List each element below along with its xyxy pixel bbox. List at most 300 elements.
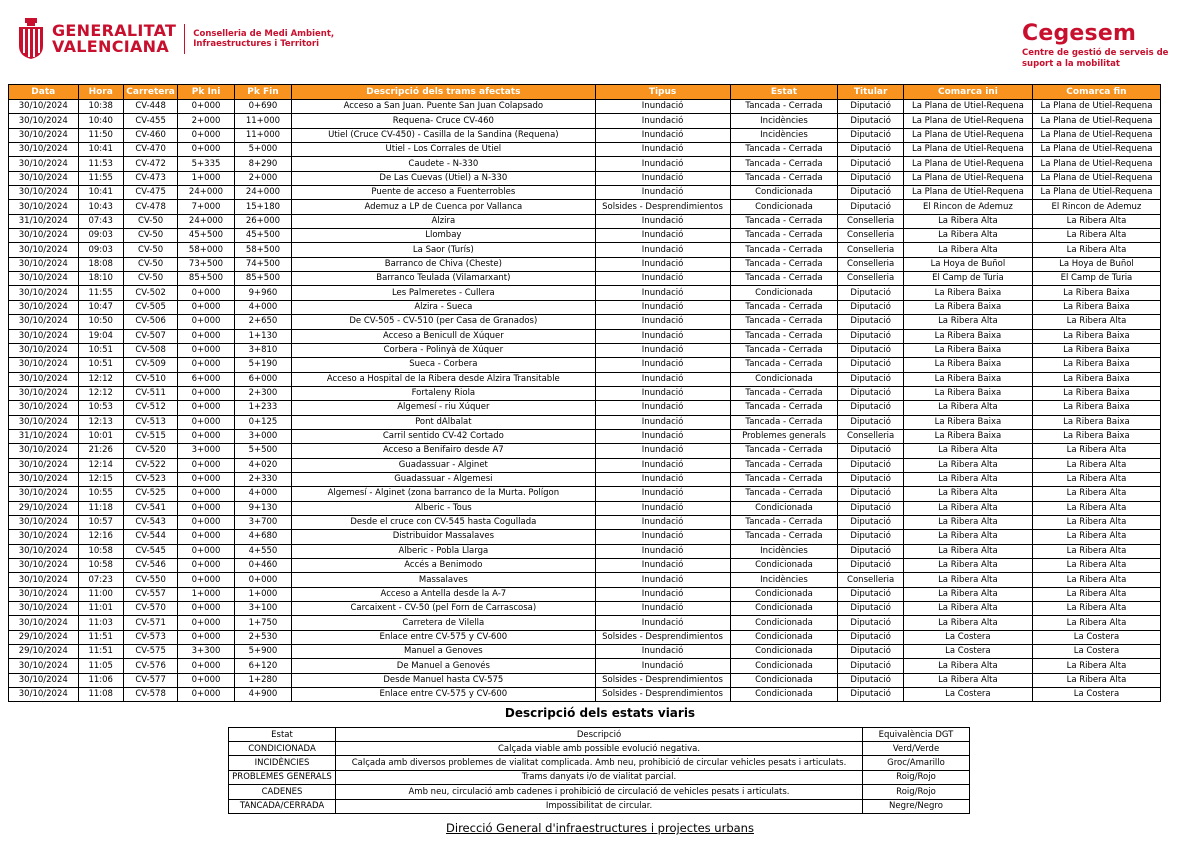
table-cell: La Costera — [903, 645, 1032, 659]
table-cell: 30/10/2024 — [9, 171, 79, 185]
table-cell: Problemes generals — [730, 429, 838, 443]
table-cell: Diputació — [838, 286, 904, 300]
table-cell: Tancada - Cerrada — [730, 444, 838, 458]
legend-row — [229, 770, 970, 784]
table-cell: Inundació — [595, 645, 730, 659]
table-cell: CV-508 — [123, 343, 177, 357]
legend-cell: PROBLEMES GENERALS — [229, 770, 336, 784]
table-cell: Inundació — [595, 587, 730, 601]
table-row — [9, 559, 1161, 573]
table-cell: Tancada - Cerrada — [730, 458, 838, 472]
table-cell: 1+750 — [234, 616, 291, 630]
page-header — [0, 0, 1200, 80]
table-cell: 0+000 — [178, 515, 234, 529]
table-cell: La Plana de Utiel-Requena — [903, 143, 1032, 157]
table-row — [9, 515, 1161, 529]
table-cell: La Ribera Alta — [1032, 587, 1160, 601]
table-cell: Carcaixent - CV-50 (pel Forn de Carrascosa) — [292, 602, 595, 616]
table-cell: 5+500 — [234, 444, 291, 458]
table-cell: 10:53 — [78, 401, 123, 415]
table-cell: Diputació — [838, 200, 904, 214]
table-cell: Diputació — [838, 544, 904, 558]
table-cell: CV-573 — [123, 630, 177, 644]
table-cell: Diputació — [838, 415, 904, 429]
table-cell: Condicionada — [730, 659, 838, 673]
table-cell: 0+000 — [178, 386, 234, 400]
cegesem-sub-line-2: suport a la mobilitat — [1022, 59, 1120, 69]
table-cell: La Ribera Alta — [903, 243, 1032, 257]
table-cell: 0+000 — [178, 315, 234, 329]
table-cell: Carretera de Vilella — [292, 616, 595, 630]
table-cell: 1+000 — [178, 587, 234, 601]
table-cell: CV-541 — [123, 501, 177, 515]
cegesem-name: Cegesem — [1022, 21, 1137, 46]
table-row — [9, 315, 1161, 329]
table-cell: 0+000 — [178, 472, 234, 486]
table-cell: 24+000 — [178, 214, 234, 228]
table-cell: 2+650 — [234, 315, 291, 329]
table-cell: 31/10/2024 — [9, 429, 79, 443]
table-cell: CV-509 — [123, 358, 177, 372]
table-row — [9, 300, 1161, 314]
legend-column-header: Equivalència DGT — [863, 728, 970, 742]
table-cell: 11:55 — [78, 171, 123, 185]
table-row — [9, 257, 1161, 271]
table-cell: Acceso a Benifairo desde A7 — [292, 444, 595, 458]
column-header: Descripció dels trams afectats — [292, 85, 595, 100]
table-cell: Inundació — [595, 372, 730, 386]
table-cell: CV-571 — [123, 616, 177, 630]
table-cell: La Ribera Alta — [903, 401, 1032, 415]
table-cell: La Ribera Baixa — [1032, 286, 1160, 300]
table-cell: Inundació — [595, 659, 730, 673]
table-cell: 58+500 — [234, 243, 291, 257]
table-cell: 1+233 — [234, 401, 291, 415]
table-cell: Enlace entre CV-575 y CV-600 — [292, 630, 595, 644]
table-cell: 0+000 — [178, 429, 234, 443]
table-cell: 4+000 — [234, 487, 291, 501]
table-cell: La Ribera Alta — [903, 602, 1032, 616]
table-cell: 4+000 — [234, 300, 291, 314]
table-cell: La Plana de Utiel-Requena — [903, 157, 1032, 171]
table-cell: 5+335 — [178, 157, 234, 171]
table-cell: La Costera — [1032, 645, 1160, 659]
table-cell: Inundació — [595, 286, 730, 300]
table-cell: 10:58 — [78, 559, 123, 573]
column-header: Comarca ini — [903, 85, 1032, 100]
table-cell: La Ribera Alta — [903, 487, 1032, 501]
table-cell: Guadassuar - Algemesi — [292, 472, 595, 486]
table-cell: 30/10/2024 — [9, 343, 79, 357]
table-cell: La Ribera Alta — [1032, 214, 1160, 228]
table-cell: Tancada - Cerrada — [730, 415, 838, 429]
table-cell: Diputació — [838, 143, 904, 157]
table-cell: 58+000 — [178, 243, 234, 257]
table-cell: 30/10/2024 — [9, 272, 79, 286]
table-cell: La Ribera Alta — [1032, 501, 1160, 515]
table-cell: La Ribera Baixa — [1032, 386, 1160, 400]
table-cell: CV-50 — [123, 214, 177, 228]
table-cell: La Ribera Baixa — [903, 343, 1032, 357]
table-cell: Tancada - Cerrada — [730, 143, 838, 157]
table-cell: 0+125 — [234, 415, 291, 429]
table-cell: 18:10 — [78, 272, 123, 286]
table-cell: 0+000 — [178, 100, 234, 114]
table-cell: Tancada - Cerrada — [730, 386, 838, 400]
table-cell: 6+000 — [234, 372, 291, 386]
table-row — [9, 143, 1161, 157]
table-cell: 30/10/2024 — [9, 257, 79, 271]
table-cell: 10:51 — [78, 358, 123, 372]
table-cell: La Ribera Alta — [1032, 472, 1160, 486]
table-cell: La Ribera Alta — [903, 530, 1032, 544]
table-cell: 30/10/2024 — [9, 401, 79, 415]
table-cell: Condicionada — [730, 688, 838, 702]
table-cell: La Plana de Utiel-Requena — [903, 171, 1032, 185]
table-cell: CV-50 — [123, 257, 177, 271]
table-cell: Accés a Benimodo — [292, 559, 595, 573]
table-row — [9, 616, 1161, 630]
table-cell: Diputació — [838, 444, 904, 458]
table-cell: CV-506 — [123, 315, 177, 329]
table-row — [9, 544, 1161, 558]
table-cell: Diputació — [838, 501, 904, 515]
table-cell: 15+180 — [234, 200, 291, 214]
table-row — [9, 415, 1161, 429]
column-header: Data — [9, 85, 79, 100]
table-cell: La Ribera Alta — [903, 544, 1032, 558]
table-cell: Carril sentido CV-42 Cortado — [292, 429, 595, 443]
table-cell: 1+000 — [178, 171, 234, 185]
table-cell: 4+680 — [234, 530, 291, 544]
table-cell: 9+960 — [234, 286, 291, 300]
table-cell: CV-448 — [123, 100, 177, 114]
table-cell: Tancada - Cerrada — [730, 300, 838, 314]
table-cell: 30/10/2024 — [9, 573, 79, 587]
table-cell: Inundació — [595, 157, 730, 171]
table-cell: Condicionada — [730, 559, 838, 573]
table-cell: Inundació — [595, 616, 730, 630]
table-row — [9, 100, 1161, 114]
table-cell: 18:08 — [78, 257, 123, 271]
table-cell: Guadassuar - Alginet — [292, 458, 595, 472]
table-cell: Condicionada — [730, 200, 838, 214]
table-cell: Diputació — [838, 372, 904, 386]
table-cell: 10:01 — [78, 429, 123, 443]
table-cell: Inundació — [595, 415, 730, 429]
legend-cell: Roig/Rojo — [863, 770, 970, 784]
table-cell: Conselleria — [838, 257, 904, 271]
table-cell: La Ribera Alta — [1032, 602, 1160, 616]
table-cell: Tancada - Cerrada — [730, 272, 838, 286]
table-cell: 1+000 — [234, 587, 291, 601]
table-cell: La Ribera Baixa — [903, 429, 1032, 443]
table-cell: El Rincon de Ademuz — [903, 200, 1032, 214]
table-row — [9, 229, 1161, 243]
table-row — [9, 645, 1161, 659]
table-cell: Ademuz a LP de Cuenca por Vallanca — [292, 200, 595, 214]
table-cell: 45+500 — [234, 229, 291, 243]
table-cell: 30/10/2024 — [9, 659, 79, 673]
table-cell: Tancada - Cerrada — [730, 229, 838, 243]
table-cell: 30/10/2024 — [9, 128, 79, 142]
conselleria-line-1: Conselleria de Medi Ambient, — [193, 29, 335, 39]
table-cell: Inundació — [595, 229, 730, 243]
table-cell: 30/10/2024 — [9, 487, 79, 501]
table-cell: 30/10/2024 — [9, 243, 79, 257]
table-cell: 2+330 — [234, 472, 291, 486]
table-cell: Conselleria — [838, 573, 904, 587]
table-cell: Utiel (Cruce CV-450) - Casilla de la Sandina (Requena) — [292, 128, 595, 142]
table-cell: La Ribera Baixa — [1032, 343, 1160, 357]
table-cell: La Ribera Alta — [903, 458, 1032, 472]
table-cell: 11:53 — [78, 157, 123, 171]
table-row — [9, 530, 1161, 544]
table-cell: 0+000 — [178, 415, 234, 429]
table-cell: 30/10/2024 — [9, 559, 79, 573]
table-cell: 30/10/2024 — [9, 688, 79, 702]
table-row — [9, 358, 1161, 372]
table-cell: Conselleria — [838, 229, 904, 243]
legend-row — [229, 799, 970, 813]
table-cell: Diputació — [838, 186, 904, 200]
table-cell: 29/10/2024 — [9, 645, 79, 659]
table-cell: 2+530 — [234, 630, 291, 644]
table-cell: Diputació — [838, 630, 904, 644]
legend-cell: CONDICIONADA — [229, 742, 336, 756]
table-cell: 3+700 — [234, 515, 291, 529]
table-cell: Diputació — [838, 128, 904, 142]
table-cell: 11:18 — [78, 501, 123, 515]
table-cell: Inundació — [595, 573, 730, 587]
table-cell: Inundació — [595, 100, 730, 114]
table-cell: Inundació — [595, 214, 730, 228]
table-cell: Condicionada — [730, 186, 838, 200]
table-row — [9, 573, 1161, 587]
table-cell: 2+000 — [234, 171, 291, 185]
table-cell: Diputació — [838, 587, 904, 601]
legend-cell: Negre/Negro — [863, 799, 970, 813]
table-cell: Inundació — [595, 501, 730, 515]
table-cell: 30/10/2024 — [9, 300, 79, 314]
table-cell: Tancada - Cerrada — [730, 214, 838, 228]
table-cell: Incidències — [730, 573, 838, 587]
table-cell: El Rincon de Ademuz — [1032, 200, 1160, 214]
table-cell: 0+460 — [234, 559, 291, 573]
table-cell: Tancada - Cerrada — [730, 487, 838, 501]
table-cell: 10:43 — [78, 200, 123, 214]
table-cell: La Plana de Utiel-Requena — [1032, 143, 1160, 157]
table-cell: La Ribera Alta — [903, 444, 1032, 458]
table-cell: La Ribera Alta — [1032, 315, 1160, 329]
table-cell: 0+000 — [234, 573, 291, 587]
table-cell: La Plana de Utiel-Requena — [903, 100, 1032, 114]
table-cell: Condicionada — [730, 630, 838, 644]
table-cell: De Las Cuevas (Utiel) a N-330 — [292, 171, 595, 185]
table-cell: 85+500 — [234, 272, 291, 286]
table-cell: La Ribera Alta — [1032, 530, 1160, 544]
table-cell: La Ribera Baixa — [1032, 358, 1160, 372]
table-cell: 0+000 — [178, 401, 234, 415]
column-header: Tipus — [595, 85, 730, 100]
table-cell: CV-525 — [123, 487, 177, 501]
table-cell: Sueca - Corbera — [292, 358, 595, 372]
table-cell: CV-550 — [123, 573, 177, 587]
table-cell: Algemesí - Alginet (zona barranco de la Murta. Polígon — [292, 487, 595, 501]
table-cell: 6+120 — [234, 659, 291, 673]
table-cell: Diputació — [838, 559, 904, 573]
table-cell: Diputació — [838, 315, 904, 329]
table-cell: El Camp de Turia — [903, 272, 1032, 286]
table-cell: 7+000 — [178, 200, 234, 214]
table-cell: Algemesí - riu Xúquer — [292, 401, 595, 415]
table-cell: La Ribera Baixa — [903, 372, 1032, 386]
table-cell: 29/10/2024 — [9, 501, 79, 515]
table-cell: La Ribera Alta — [1032, 659, 1160, 673]
table-cell: CV-545 — [123, 544, 177, 558]
table-cell: Diputació — [838, 401, 904, 415]
table-cell: Utiel - Los Corrales de Utiel — [292, 143, 595, 157]
table-cell: Diputació — [838, 329, 904, 343]
table-cell: 0+000 — [178, 358, 234, 372]
table-cell: 2+000 — [178, 114, 234, 128]
table-cell: 8+290 — [234, 157, 291, 171]
table-cell: 5+190 — [234, 358, 291, 372]
table-cell: CV-502 — [123, 286, 177, 300]
table-cell: Condicionada — [730, 372, 838, 386]
table-cell: 11:06 — [78, 673, 123, 687]
table-cell: La Ribera Alta — [903, 659, 1032, 673]
table-row — [9, 200, 1161, 214]
table-cell: La Ribera Alta — [1032, 444, 1160, 458]
table-cell: La Hoya de Buñol — [1032, 257, 1160, 271]
table-cell: 12:14 — [78, 458, 123, 472]
table-cell: Inundació — [595, 487, 730, 501]
table-cell: 0+000 — [178, 329, 234, 343]
table-cell: La Ribera Alta — [1032, 673, 1160, 687]
table-cell: La Ribera Baixa — [1032, 329, 1160, 343]
table-cell: 30/10/2024 — [9, 200, 79, 214]
table-cell: Puente de acceso a Fuenterrobles — [292, 186, 595, 200]
table-cell: CV-505 — [123, 300, 177, 314]
table-cell: La Plana de Utiel-Requena — [903, 114, 1032, 128]
table-cell: La Ribera Alta — [1032, 229, 1160, 243]
table-cell: La Ribera Baixa — [1032, 401, 1160, 415]
table-cell: 10:58 — [78, 544, 123, 558]
table-cell: 0+000 — [178, 286, 234, 300]
table-cell: 24+000 — [178, 186, 234, 200]
cegesem-sub-line-1: Centre de gestió de serveis de — [1022, 48, 1169, 58]
table-row — [9, 688, 1161, 702]
table-cell: Diputació — [838, 386, 904, 400]
table-cell: La Ribera Alta — [1032, 573, 1160, 587]
table-cell: La Costera — [903, 688, 1032, 702]
table-cell: La Plana de Utiel-Requena — [903, 186, 1032, 200]
legend-cell: Calçada amb diversos problemes de vialitat complicada. Amb neu, prohibició de circular vehicles pesats i articulats. — [336, 756, 863, 770]
table-cell: CV-575 — [123, 645, 177, 659]
generalitat-logo — [16, 18, 334, 60]
table-cell: 0+000 — [178, 143, 234, 157]
table-cell: La Ribera Alta — [903, 573, 1032, 587]
footer-link[interactable]: Direcció General d'infraestructures i projectes urbans — [446, 821, 754, 835]
table-cell: Alzira — [292, 214, 595, 228]
table-cell: Tancada - Cerrada — [730, 171, 838, 185]
table-cell: Barranco Teulada (Vilamarxant) — [292, 272, 595, 286]
table-cell: CV-472 — [123, 157, 177, 171]
table-cell: Inundació — [595, 243, 730, 257]
table-cell: Diputació — [838, 472, 904, 486]
table-cell: Diputació — [838, 487, 904, 501]
table-body — [9, 100, 1161, 702]
table-cell: Diputació — [838, 114, 904, 128]
table-cell: 10:57 — [78, 515, 123, 529]
table-cell: Solsides - Desprendimientos — [595, 200, 730, 214]
table-cell: 0+000 — [178, 458, 234, 472]
table-cell: 3+810 — [234, 343, 291, 357]
table-cell: 10:47 — [78, 300, 123, 314]
table-cell: 10:50 — [78, 315, 123, 329]
table-cell: Alberic - Tous — [292, 501, 595, 515]
table-cell: Diputació — [838, 688, 904, 702]
table-cell: CV-546 — [123, 559, 177, 573]
table-cell: La Ribera Alta — [903, 673, 1032, 687]
table-cell: 0+000 — [178, 128, 234, 142]
table-row — [9, 630, 1161, 644]
table-cell: Condicionada — [730, 501, 838, 515]
table-cell: CV-460 — [123, 128, 177, 142]
table-cell: La Ribera Alta — [903, 587, 1032, 601]
table-cell: 12:13 — [78, 415, 123, 429]
table-cell: CV-577 — [123, 673, 177, 687]
legend-cell: Groc/Amarillo — [863, 756, 970, 770]
table-row — [9, 286, 1161, 300]
table-cell: 30/10/2024 — [9, 329, 79, 343]
table-cell: Inundació — [595, 559, 730, 573]
table-cell: 30/10/2024 — [9, 157, 79, 171]
column-header: Carretera — [123, 85, 177, 100]
table-cell: 30/10/2024 — [9, 515, 79, 529]
table-cell: Inundació — [595, 444, 730, 458]
table-cell: 45+500 — [178, 229, 234, 243]
legend-column-header: Descripció — [336, 728, 863, 742]
table-cell: 30/10/2024 — [9, 229, 79, 243]
table-row — [9, 243, 1161, 257]
table-cell: Diputació — [838, 358, 904, 372]
table-cell: Diputació — [838, 100, 904, 114]
table-cell: CV-473 — [123, 171, 177, 185]
conselleria-name — [193, 29, 334, 49]
legend-cell: INCIDÈNCIES — [229, 756, 336, 770]
table-cell: Inundació — [595, 257, 730, 271]
table-cell: Tancada - Cerrada — [730, 315, 838, 329]
table-cell: 0+000 — [178, 673, 234, 687]
table-row — [9, 329, 1161, 343]
table-header-row — [9, 85, 1161, 100]
table-cell: 12:16 — [78, 530, 123, 544]
table-cell: Incidències — [730, 114, 838, 128]
table-cell: Massalaves — [292, 573, 595, 587]
table-cell: CV-50 — [123, 272, 177, 286]
table-cell: La Ribera Alta — [903, 315, 1032, 329]
column-header: Comarca fin — [1032, 85, 1160, 100]
table-cell: CV-512 — [123, 401, 177, 415]
table-cell: Diputació — [838, 673, 904, 687]
table-cell: La Ribera Baixa — [903, 358, 1032, 372]
logo-separator — [184, 24, 185, 54]
table-cell: La Plana de Utiel-Requena — [1032, 171, 1160, 185]
table-cell: Requena- Cruce CV-460 — [292, 114, 595, 128]
table-cell: Diputació — [838, 530, 904, 544]
